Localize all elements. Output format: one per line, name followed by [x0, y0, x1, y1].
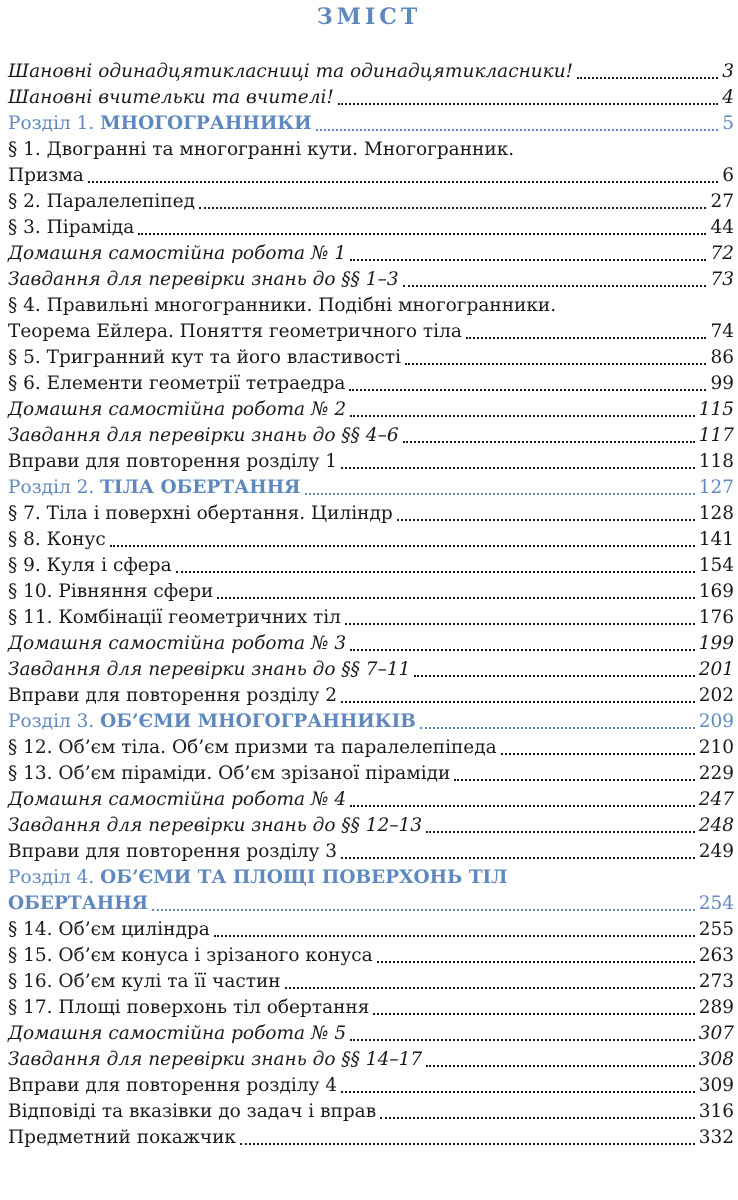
dot-leader [350, 415, 695, 417]
page-number: 118 [698, 451, 734, 472]
entry-text: § 8. Конус [8, 529, 106, 550]
dot-leader [341, 857, 695, 859]
dot-leader [217, 597, 694, 599]
chapter-prefix: Розділ 2. [8, 477, 101, 498]
chapter-title: ОБ’ЄМИ МНОГОГРАННИКІВ [100, 711, 416, 732]
toc-entry-label [8, 995, 369, 1021]
dot-leader [420, 727, 695, 729]
toc-entry[interactable] [8, 1021, 734, 1047]
dot-leader [338, 103, 718, 105]
entry-text: Вправи для повторення розділу 2 [8, 685, 338, 706]
toc-entry-label [8, 657, 410, 683]
toc-entry[interactable] [8, 1125, 734, 1151]
toc-entry-label [8, 891, 148, 917]
dot-leader [305, 493, 695, 495]
toc-entry[interactable] [8, 371, 734, 397]
entry-text: § 12. Об’єм тіла. Об’єм призми та паралелепіпеда [8, 737, 497, 758]
toc-entry[interactable] [8, 59, 734, 85]
toc-entry[interactable] [8, 735, 734, 761]
page-number: 308 [698, 1049, 734, 1070]
dot-leader [426, 831, 695, 833]
entry-text: ОБЕРТАННЯ [8, 893, 149, 914]
toc-entry[interactable] [8, 423, 734, 449]
toc-entry[interactable] [8, 787, 734, 813]
entry-text: Теорема Ейлера. Поняття геометричного тіла [8, 321, 462, 342]
chapter-title: МНОГОГРАННИКИ [100, 113, 312, 134]
entry-text: § 7. Тіла і поверхні обертання. Циліндр [8, 503, 393, 524]
dot-leader [380, 1117, 695, 1119]
page-number: 254 [698, 893, 734, 914]
toc-entry-label [8, 631, 346, 657]
dot-leader [345, 623, 695, 625]
page-number: 27 [710, 191, 734, 212]
entry-text: § 17. Площі поверхонь тіл обертання [8, 997, 370, 1018]
page-number: 332 [698, 1127, 734, 1148]
entry-text: § 9. Куля і сфера [8, 555, 172, 576]
page-number: 115 [698, 399, 734, 420]
page-number: 199 [698, 633, 734, 654]
toc-entry-label [8, 397, 346, 423]
entry-text: Шановні вчительки та вчителі! [8, 87, 334, 108]
toc-entry[interactable] [8, 683, 734, 709]
dot-leader [341, 467, 695, 469]
entry-text: Відповіді та вказівки до задач і вправ [8, 1101, 377, 1122]
entry-text: Призма [8, 165, 84, 186]
toc-entry[interactable] [8, 527, 734, 553]
toc-entry-label [8, 293, 556, 319]
dot-leader [501, 753, 695, 755]
toc-entry-label [8, 917, 210, 943]
toc-entry-label [8, 735, 497, 761]
toc-entry[interactable] [8, 969, 734, 995]
page-number: 154 [698, 555, 734, 576]
dot-leader [466, 337, 707, 339]
page-number: 117 [698, 425, 734, 446]
entry-text: § 10. Рівняння сфери [8, 581, 214, 602]
entry-text: Домашня самостійна робота № 3 [8, 633, 347, 654]
toc-entry-label [8, 423, 399, 449]
dot-leader [138, 233, 706, 235]
dot-leader [341, 1091, 695, 1093]
dot-leader [88, 181, 718, 183]
entry-text: Домашня самостійна робота № 2 [8, 399, 347, 420]
toc-entry[interactable] [8, 85, 734, 111]
entry-text: Завдання для перевірки знань до §§ 12–13 [8, 815, 423, 836]
dot-leader [176, 571, 695, 573]
entry-text: Предметний покажчик [8, 1127, 236, 1148]
toc-entry-label [8, 1099, 376, 1125]
toc-entry-label [8, 787, 346, 813]
entry-text: § 11. Комбінації геометричних тіл [8, 607, 341, 628]
page-number: 248 [698, 815, 734, 836]
toc-entry[interactable] [8, 319, 734, 345]
page-number: 202 [698, 685, 734, 706]
dot-leader [350, 805, 695, 807]
toc-entry[interactable] [8, 241, 734, 267]
page-number: 5 [722, 113, 734, 134]
entry-text: Вправи для повторення розділу 3 [8, 841, 338, 862]
toc-entry[interactable] [8, 111, 734, 137]
toc-entry-label [8, 137, 514, 163]
chapter-prefix: Розділ 3. [8, 711, 101, 732]
toc-entry[interactable] [8, 995, 734, 1021]
toc-entry-label [8, 865, 508, 891]
page-number: 86 [710, 347, 734, 368]
chapter-prefix: Розділ 1. [8, 113, 101, 134]
toc-entry-label [8, 683, 337, 709]
dot-leader [454, 779, 694, 781]
dot-leader [377, 961, 695, 963]
toc-entry-label [8, 1073, 337, 1099]
entry-text: § 4. Правильні многогранники. Подібні многогранники. [8, 295, 557, 316]
page-number: 99 [710, 373, 734, 394]
toc-entry[interactable] [8, 345, 734, 371]
toc-entry-label [8, 1021, 346, 1047]
toc-entry-label [8, 1125, 236, 1151]
toc-entry[interactable] [8, 449, 734, 475]
entry-text: Завдання для перевірки знань до §§ 1–3 [8, 269, 399, 290]
toc-entry-label [8, 709, 416, 735]
page-number: 141 [698, 529, 734, 550]
toc-entry[interactable] [8, 813, 734, 839]
toc-entry-label [8, 579, 213, 605]
page-number: 289 [698, 997, 734, 1018]
page-number: 4 [722, 87, 734, 108]
entry-text: Вправи для повторення розділу 4 [8, 1075, 338, 1096]
entry-text: Домашня самостійна робота № 1 [8, 243, 347, 264]
entry-text: § 5. Тригранний кут та його властивості [8, 347, 402, 368]
dot-leader [214, 935, 695, 937]
page-number: 74 [710, 321, 734, 342]
toc-entry[interactable] [8, 865, 734, 891]
toc-entry[interactable] [8, 137, 734, 163]
page-number: 249 [698, 841, 734, 862]
chapter-prefix: Розділ 4. [8, 867, 101, 888]
page-number: 3 [722, 61, 734, 82]
entry-text: § 13. Об’єм піраміди. Об’єм зрізаної піраміди [8, 763, 451, 784]
dot-leader [397, 519, 695, 521]
toc-entry[interactable] [8, 189, 734, 215]
toc-entry-label [8, 969, 281, 995]
page-number: 72 [710, 243, 734, 264]
dot-leader [341, 701, 695, 703]
toc-entry-label [8, 215, 134, 241]
toc-entry[interactable] [8, 215, 734, 241]
dot-leader [403, 285, 707, 287]
entry-text: Домашня самостійна робота № 5 [8, 1023, 347, 1044]
toc-entry[interactable] [8, 1073, 734, 1099]
toc-entry-label [8, 449, 337, 475]
chapter-title: ТІЛА ОБЕРТАННЯ [100, 477, 301, 498]
entry-text: § 16. Об’єм кулі та її частин [8, 971, 281, 992]
toc-entry-label [8, 85, 334, 111]
page-number: 44 [710, 217, 734, 238]
toc-entry-label [8, 475, 301, 501]
dot-leader [350, 259, 706, 261]
toc-entry[interactable] [8, 267, 734, 293]
dot-leader [405, 363, 706, 365]
dot-leader [350, 649, 695, 651]
toc-entry[interactable] [8, 475, 734, 501]
page-number: 309 [698, 1075, 734, 1096]
toc-entry-label [8, 345, 401, 371]
entry-text: Вправи для повторення розділу 1 [8, 451, 338, 472]
page-number: 210 [698, 737, 734, 758]
dot-leader [414, 675, 694, 677]
toc-entry-label [8, 1047, 422, 1073]
toc-entry[interactable] [8, 1099, 734, 1125]
dot-leader [349, 389, 706, 391]
toc-entry[interactable] [8, 397, 734, 423]
toc-entry[interactable] [8, 163, 734, 189]
toc-entry-label [8, 319, 462, 345]
entry-text: § 3. Піраміда [8, 217, 135, 238]
toc-entry[interactable] [8, 839, 734, 865]
toc-entry[interactable] [8, 293, 734, 319]
toc-entry-label [8, 59, 573, 85]
page-number: 176 [698, 607, 734, 628]
entry-text: Завдання для перевірки знань до §§ 7–11 [8, 659, 411, 680]
page-number: 201 [698, 659, 734, 680]
toc-entry-label [8, 943, 373, 969]
dot-leader [350, 1039, 695, 1041]
dot-leader [373, 1013, 694, 1015]
page-number: 128 [698, 503, 734, 524]
toc-entry[interactable] [8, 579, 734, 605]
toc-entry-label [8, 605, 341, 631]
page-number: 6 [722, 165, 734, 186]
entry-text: Завдання для перевірки знань до §§ 14–17 [8, 1049, 423, 1070]
dot-leader [152, 909, 695, 911]
dot-leader [316, 129, 719, 131]
toc-entry[interactable] [8, 761, 734, 787]
page-number: 316 [698, 1101, 734, 1122]
dot-leader [285, 987, 695, 989]
toc-entry-label [8, 371, 345, 397]
toc-entry-label [8, 163, 84, 189]
toc-entry-label [8, 527, 106, 553]
toc-entry-label [8, 501, 393, 527]
toc-entry[interactable] [8, 917, 734, 943]
page-number: 263 [698, 945, 734, 966]
page-number: 255 [698, 919, 734, 940]
toc-entry[interactable] [8, 657, 734, 683]
page-number: 127 [698, 477, 734, 498]
dot-leader [240, 1143, 695, 1145]
page-number: 209 [698, 711, 734, 732]
toc-entry[interactable] [8, 501, 734, 527]
toc-entry[interactable] [8, 631, 734, 657]
toc-entry[interactable] [8, 891, 734, 917]
toc-entry-label [8, 839, 337, 865]
toc-entry[interactable] [8, 605, 734, 631]
entry-text: § 6. Елементи геометрії тетраедра [8, 373, 346, 394]
toc-entry[interactable] [8, 1047, 734, 1073]
toc-entry[interactable] [8, 943, 734, 969]
page-number: 307 [698, 1023, 734, 1044]
page-number: 169 [698, 581, 734, 602]
page-title: ЗМІСТ [316, 4, 422, 30]
dot-leader [577, 77, 718, 79]
entry-text: § 14. Об’єм циліндра [8, 919, 210, 940]
entry-text: § 1. Двогранні та многогранні кути. Многогранник. [8, 139, 515, 160]
toc-entry[interactable] [8, 553, 734, 579]
entry-text: Шановні одинадцятикласниці та одинадцятикласники! [8, 61, 574, 82]
entry-text: § 15. Об’єм конуса і зрізаного конуса [8, 945, 373, 966]
page-number: 229 [698, 763, 734, 784]
page-number: 73 [710, 269, 734, 290]
dot-leader [110, 545, 695, 547]
chapter-title: ОБ’ЄМИ ТА ПЛОЩІ ПОВЕРХОНЬ ТІЛ [100, 867, 508, 888]
toc-entry[interactable] [8, 709, 734, 735]
toc-entry-label [8, 267, 399, 293]
page-number: 247 [698, 789, 734, 810]
entry-text: Завдання для перевірки знань до §§ 4–6 [8, 425, 399, 446]
dot-leader [403, 441, 695, 443]
table-of-contents [8, 59, 734, 1151]
toc-entry-label [8, 241, 346, 267]
entry-text: § 2. Паралелепіпед [8, 191, 196, 212]
dot-leader [426, 1065, 695, 1067]
entry-text: Домашня самостійна робота № 4 [8, 789, 347, 810]
dot-leader [199, 207, 706, 209]
toc-entry-label [8, 813, 422, 839]
page-number: 273 [698, 971, 734, 992]
toc-entry-label [8, 111, 312, 137]
toc-entry-label [8, 189, 195, 215]
toc-entry-label [8, 761, 450, 787]
toc-entry-label [8, 553, 172, 579]
